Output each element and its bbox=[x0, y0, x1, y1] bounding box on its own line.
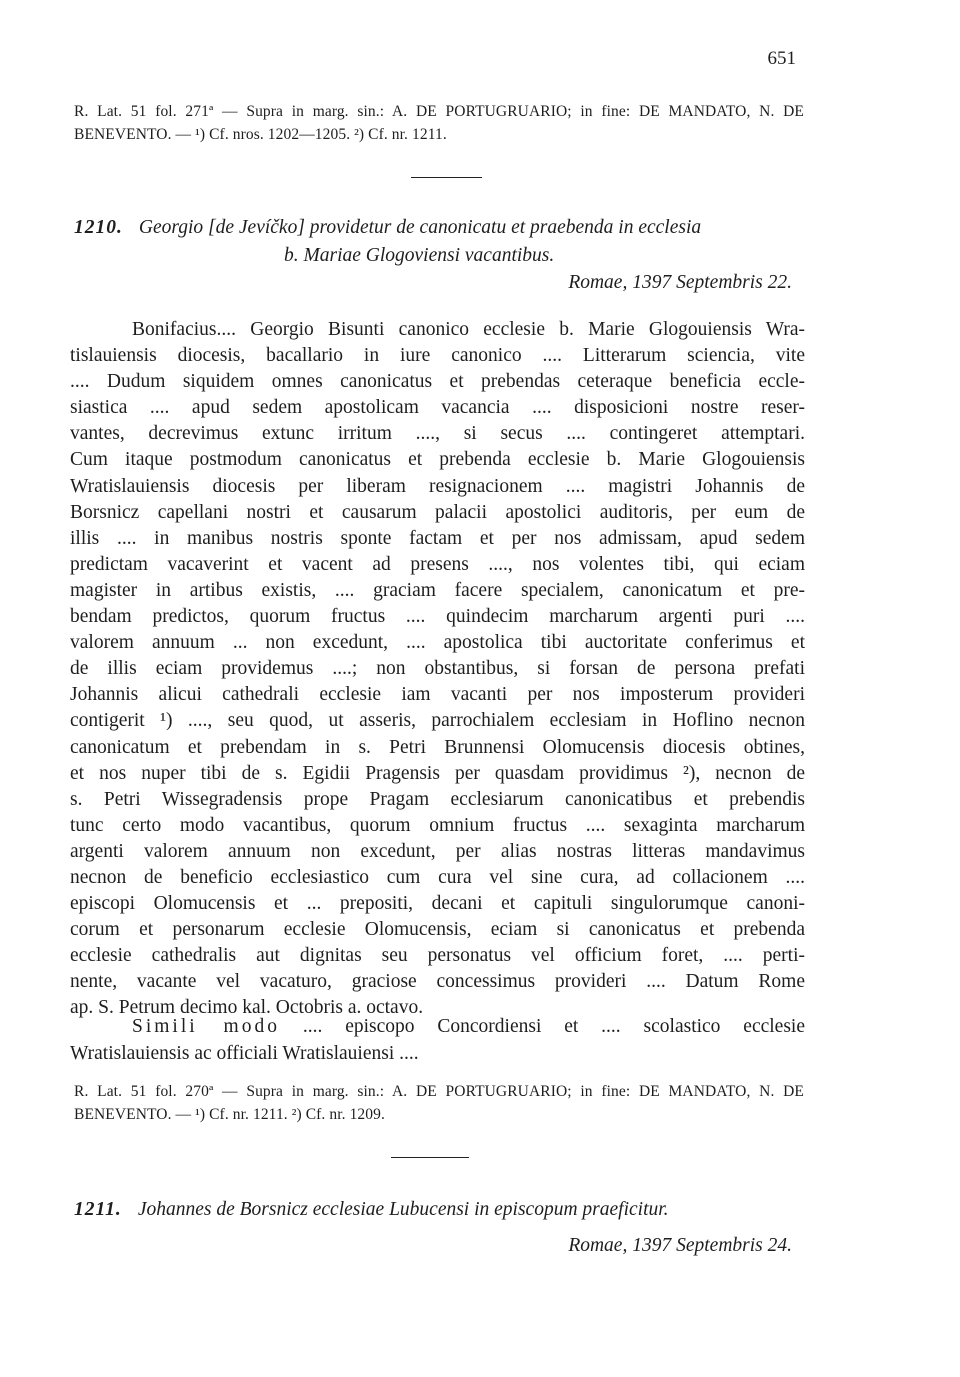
body-line: .... Dudum siquidem omnes canonicatus et prebendas ceteraque beneficia eccle- bbox=[70, 371, 805, 393]
simili-line bbox=[70, 1013, 805, 1040]
body-line: tunc certo modo vacantibus, quorum omnium fructus .... sexaginta marcharum bbox=[70, 814, 805, 836]
body-line: vantes, decrevimus extunc irritum ...., si secus .... contingeret attemptari. bbox=[70, 423, 805, 445]
simili-line: Wratislauiensis ac officiali Wratislauiensi .... bbox=[70, 1043, 419, 1064]
section-divider bbox=[411, 177, 482, 178]
body-line: s. Petri Wissegradensis prope Pragam ecclesiarum canonicatibus et prebendis bbox=[70, 788, 805, 810]
body-line: Johannis alicui cathedrali ecclesie iam vacanti per nos imposterum provideri bbox=[70, 684, 805, 706]
document-body-text bbox=[70, 317, 805, 1022]
body-line: necnon de beneficio ecclesiastico cum cura vel sine cura, ad collacionem .... bbox=[70, 866, 805, 888]
body-line: canonicatum et prebendam in s. Petri Brunnensi Olomucensis diocesis obtines, bbox=[70, 736, 805, 758]
footnote-previous-document: R. Lat. 51 fol. 271ª — Supra in marg. sin.: A. DE PORTUGRUARIO; in fine: DE MANDATO, N. DE BENEVENTO. — ¹) Cf. nros. 1202—1205. ²) Cf. nr. 1211. bbox=[74, 103, 804, 143]
body-line: argenti valorem annuum non excedunt, per alias nostras litteras mandavimus bbox=[70, 840, 805, 862]
body-line: Cum itaque postmodum canonicatus et prebenda ecclesie b. Marie Glogouiensis bbox=[70, 449, 805, 471]
body-line: magister in artibus existis, .... graciam facere specialem, canonicatum et pre- bbox=[70, 579, 805, 601]
document-dateline: Romae, 1397 Septembris 22. bbox=[568, 272, 792, 293]
document-dateline: Romae, 1397 Septembris 24. bbox=[568, 1235, 792, 1256]
section-divider bbox=[391, 1157, 469, 1158]
document-1211-heading bbox=[74, 1196, 804, 1224]
document-title-line1: Georgio [de Jevíčko] providetur de canonicatu et praebenda in ecclesia bbox=[138, 217, 702, 238]
body-line: contigerit ¹) ...., seu quod, ut asseris, parrochialem ecclesiam in Hoflino necnon bbox=[70, 710, 805, 732]
body-line: ecclesie cathedralis aut dignitas seu personatus vel officium foret, .... perti- bbox=[70, 945, 805, 967]
body-line: Bonifacius.... Georgio Bisunti canonico ecclesie b. Marie Glogouiensis Wra- bbox=[132, 319, 805, 340]
body-line: valorem annuum ... non excedunt, .... apostolica tibi auctoritate conferimus et bbox=[70, 632, 805, 654]
body-line: ap. S. Petrum decimo kal. Octobris a. octavo. bbox=[70, 997, 424, 1019]
footnote-document-1210: R. Lat. 51 fol. 270ª — Supra in marg. sin.: A. DE PORTUGRUARIO; in fine: DE MANDATO, N. DE BENEVENTO. — ¹) Cf. nr. 1211. ²) Cf. nr. 1209. bbox=[74, 1083, 804, 1123]
document-title-line2: b. Mariae Glogoviensi vacantibus. bbox=[284, 245, 555, 266]
body-line: et nos nuper tibi de s. Egidii Pragensis per quasdam providimus ²), necnon de bbox=[70, 762, 805, 784]
body-line: tislauiensis diocesis, bacallario in iure canonico .... Litterarum sciencia, vite bbox=[70, 345, 805, 367]
body-line: Borsnicz capellani nostri et causarum palacii apostolici auditoris, per eum de bbox=[70, 501, 805, 523]
body-line: Wratislauiensis diocesis per liberam resignacionem .... magistri Johannis de bbox=[70, 475, 805, 497]
body-line: predictam vacaverint et vacent ad presens ...., nos volentes tibi, qui eciam bbox=[70, 553, 805, 575]
simili-word: Simili modo bbox=[132, 1016, 280, 1037]
document-number: 1210. bbox=[74, 217, 123, 238]
document-title: Johannes de Borsnicz ecclesiae Lubucensi in episcopum praeficitur. bbox=[137, 1199, 669, 1220]
body-line: illis .... in manibus nostris sponte factam et per nos admissam, apud sedem bbox=[70, 527, 805, 549]
page-number: 651 bbox=[767, 48, 796, 69]
body-line: episcopi Olomucensis et ... prepositi, decani et capituli singulorumque canoni- bbox=[70, 893, 805, 915]
simili-modo-paragraph bbox=[70, 1013, 805, 1067]
body-line: corum et personarum ecclesie Olomucensis, eciam si canonicatus et prebenda bbox=[70, 919, 805, 941]
body-line: siastica .... apud sedem apostolicam vacancia .... disposicioni nostre reser- bbox=[70, 397, 805, 419]
document-1210-heading bbox=[74, 214, 804, 270]
body-line: bendam predictos, quorum fructus .... quindecim marcharum argenti puri .... bbox=[70, 606, 805, 628]
document-number: 1211. bbox=[74, 1199, 122, 1220]
body-line: de illis eciam providemus ....; non obstantibus, si forsan de persona prefati bbox=[70, 658, 805, 680]
body-line: nente, vacante vel vacaturo, graciose concessimus provideri .... Datum Rome bbox=[70, 971, 805, 993]
simili-line1-rest: .... episcopo Concordiensi et .... scolastico ecclesie bbox=[279, 1016, 805, 1037]
